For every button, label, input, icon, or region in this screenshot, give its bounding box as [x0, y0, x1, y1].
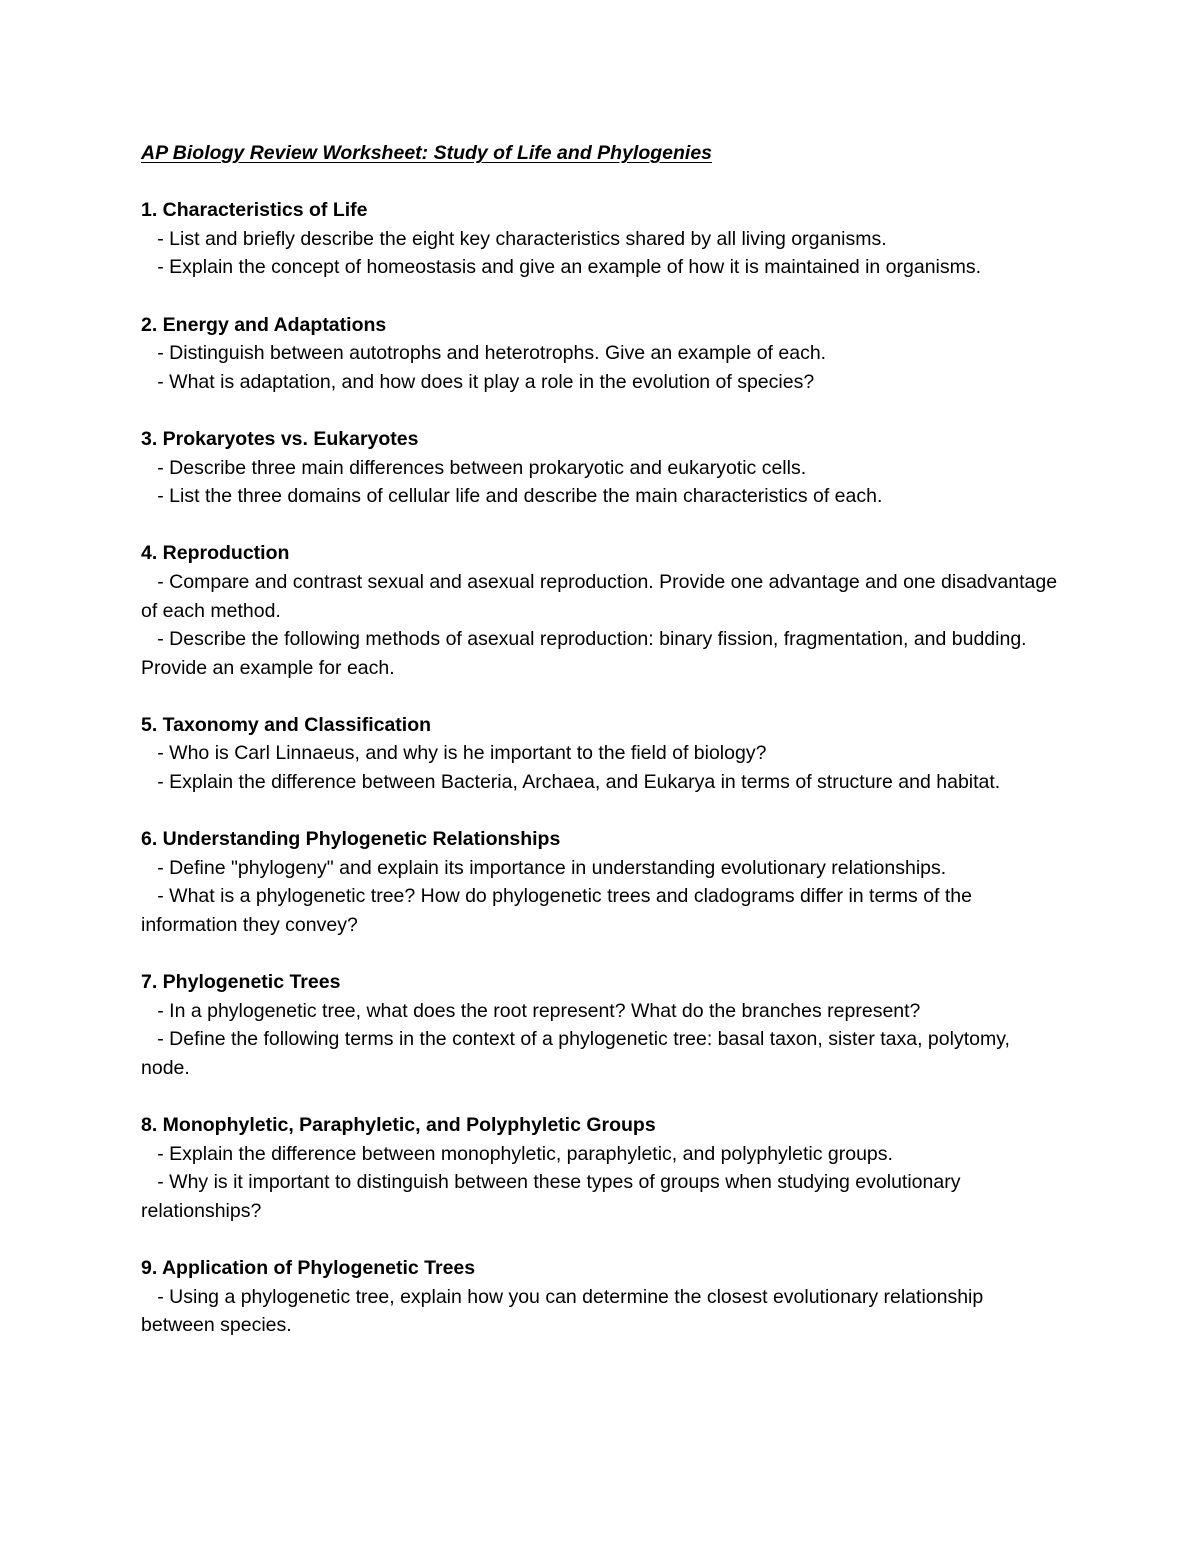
worksheet-section	[141, 425, 1061, 511]
question-text: - Compare and contrast sexual and asexual reproduction. Provide one advantage and one disadvantage of each method.	[141, 570, 1058, 622]
worksheet-section	[141, 825, 1061, 939]
item-indent	[141, 342, 157, 364]
section-heading: 4. Reproduction	[141, 542, 290, 565]
section-heading: 3. Prokaryotes vs. Eukaryotes	[141, 427, 419, 450]
item-indent	[141, 485, 157, 507]
question-text: - What is adaptation, and how does it play a role in the evolution of species?	[157, 370, 815, 393]
item-indent	[141, 1000, 157, 1022]
item-indent	[141, 885, 157, 907]
question-item	[141, 1283, 1061, 1340]
sections-container	[141, 196, 1061, 1340]
question-text: - List the three domains of cellular life and describe the main characteristics of each.	[157, 485, 883, 508]
question-text: - Define the following terms in the context of a phylogenetic tree: basal taxon, sister taxa, polytomy, node.	[141, 1028, 1010, 1079]
question-item	[141, 1025, 1061, 1082]
section-heading: 7. Phylogenetic Trees	[141, 971, 341, 994]
section-heading: 5. Taxonomy and Classification	[141, 713, 432, 736]
question-text: - Why is it important to distinguish between these types of groups when studying evolutionary relationships?	[141, 1171, 961, 1222]
question-text: - Using a phylogenetic tree, explain how you can determine the closest evolutionary relationship between species.	[141, 1285, 984, 1337]
section-heading: 2. Energy and Adaptations	[141, 313, 387, 336]
worksheet-page	[141, 139, 1061, 1369]
worksheet-section	[141, 711, 1061, 797]
worksheet-section	[141, 311, 1061, 397]
worksheet-section	[141, 968, 1061, 1082]
question-text: - Describe the following methods of asexual reproduction: binary fission, fragmentation, and budding. Provide an example for each.	[141, 628, 1027, 679]
question-item	[141, 454, 1061, 483]
question-item	[141, 225, 1061, 254]
item-indent	[141, 771, 157, 793]
question-item	[141, 768, 1061, 797]
item-indent	[141, 857, 157, 879]
question-text: - List and briefly describe the eight key characteristics shared by all living organisms.	[157, 227, 887, 250]
item-indent	[141, 742, 157, 764]
worksheet-section	[141, 1254, 1061, 1340]
item-indent	[141, 1286, 157, 1308]
item-indent	[141, 228, 157, 250]
question-item	[141, 568, 1061, 625]
question-text: - Describe three main differences between prokaryotic and eukaryotic cells.	[157, 456, 807, 479]
item-indent	[141, 571, 157, 593]
section-heading: 8. Monophyletic, Paraphyletic, and Polyphyletic Groups	[141, 1114, 656, 1137]
question-item	[141, 482, 1061, 511]
question-item	[141, 1140, 1061, 1169]
question-item	[141, 739, 1061, 768]
item-indent	[141, 1028, 157, 1050]
item-indent	[141, 1143, 157, 1165]
item-indent	[141, 628, 157, 650]
question-text: - Distinguish between autotrophs and heterotrophs. Give an example of each.	[157, 342, 827, 365]
question-text: - Define "phylogeny" and explain its importance in understanding evolutionary relationships.	[157, 856, 947, 879]
worksheet-section	[141, 539, 1061, 682]
question-item	[141, 339, 1061, 368]
worksheet-title: AP Biology Review Worksheet: Study of Life and Phylogenies	[141, 142, 713, 164]
question-text: - What is a phylogenetic tree? How do phylogenetic trees and cladograms differ in terms of the information they convey?	[141, 885, 972, 937]
section-heading: 9. Application of Phylogenetic Trees	[141, 1257, 476, 1280]
question-item	[141, 253, 1061, 282]
question-text: - Explain the difference between monophyletic, paraphyletic, and polyphyletic groups.	[157, 1142, 893, 1165]
question-text: - Explain the concept of homeostasis and give an example of how it is maintained in organisms.	[157, 256, 982, 279]
worksheet-section	[141, 196, 1061, 282]
item-indent	[141, 256, 157, 278]
question-item	[141, 1168, 1061, 1225]
question-item	[141, 625, 1061, 682]
question-text: - Explain the difference between Bacteria, Archaea, and Eukarya in terms of structure and habitat.	[157, 771, 1001, 794]
item-indent	[141, 457, 157, 479]
section-heading: 6. Understanding Phylogenetic Relationships	[141, 828, 561, 851]
item-indent	[141, 1171, 157, 1193]
question-item	[141, 368, 1061, 397]
question-item	[141, 882, 1061, 939]
question-item	[141, 854, 1061, 883]
question-text: - Who is Carl Linnaeus, and why is he important to the field of biology?	[157, 742, 767, 765]
section-heading: 1. Characteristics of Life	[141, 199, 368, 222]
question-item	[141, 997, 1061, 1026]
worksheet-section	[141, 1111, 1061, 1225]
item-indent	[141, 371, 157, 393]
question-text: - In a phylogenetic tree, what does the root represent? What do the branches represent?	[157, 999, 921, 1022]
